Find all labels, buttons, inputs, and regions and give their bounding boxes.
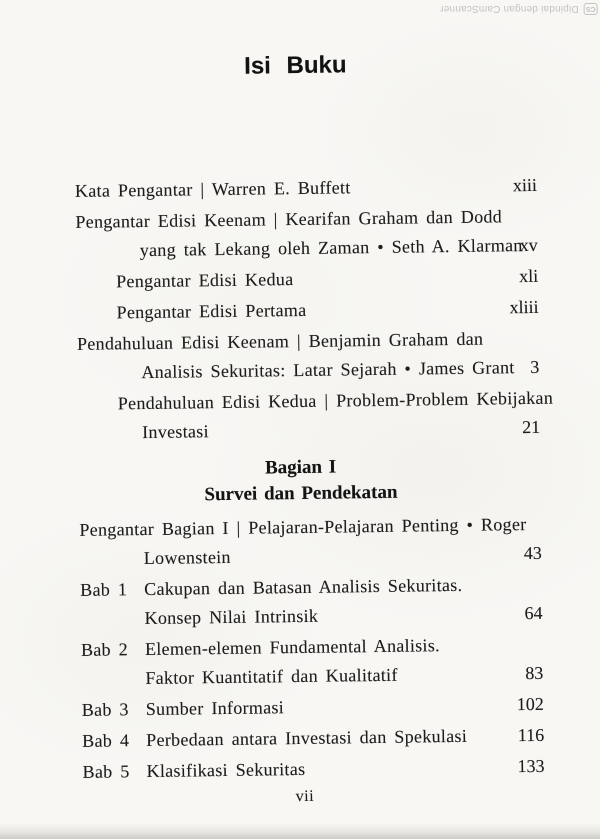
toc-entry-line <box>82 753 488 787</box>
toc-entry-line: Faktor Kuantitatif dan Kualitatif <box>145 664 398 689</box>
toc-entry-line: Pengantar Edisi Pertama <box>116 299 307 323</box>
camscanner-watermark <box>440 3 598 15</box>
toc-entry <box>75 202 538 266</box>
chapter-title: Klasifikasi Sekuritas <box>146 758 306 782</box>
camscanner-logo-icon: CS <box>584 3 598 15</box>
page-title: Isi Buku <box>243 51 347 80</box>
toc-entry-line: Pendahuluan Edisi Kedua | Problem-Problem Kebijakan <box>117 387 554 414</box>
toc-page-number: 116 <box>517 724 545 746</box>
toc-page-number: xv <box>519 234 538 256</box>
chapter-label: Bab 5 <box>82 761 130 782</box>
chapter-title: Elemen-elemen Fundamental Analisis. <box>144 635 441 660</box>
toc-page-number: 21 <box>521 416 541 438</box>
toc-page-number: 133 <box>517 755 545 777</box>
toc-entry <box>77 324 540 388</box>
toc-entry-line: Pengantar Edisi Kedua <box>116 269 294 292</box>
chapter-label: Bab 4 <box>82 730 130 751</box>
toc-page-number: 64 <box>524 602 543 624</box>
toc-page-number: 43 <box>523 542 542 564</box>
toc-entry <box>80 570 543 634</box>
scan-bottom-shadow <box>0 823 600 839</box>
toc-entry <box>79 510 542 574</box>
toc-entry-line <box>82 722 488 756</box>
chapter-title: Sumber Informasi <box>145 697 285 720</box>
toc-page-number: 102 <box>516 693 544 715</box>
camscanner-watermark-text: Dipindai dengan CamScanner <box>440 3 579 15</box>
part-label: Bagian I <box>264 456 337 479</box>
toc-entry-line <box>80 571 486 605</box>
toc-entry-line: Kata Pengantar | Warren E. Buffett <box>74 177 351 201</box>
toc-entry <box>82 752 544 787</box>
toc-entry-line <box>81 631 487 665</box>
chapter-title: Cakupan dan Batasan Analisis Sekuritas. <box>144 574 463 600</box>
toc-entry-line <box>82 691 488 725</box>
toc-entry-line: Analisis Sekuritas: Latar Sejarah • James Grant <box>141 357 515 383</box>
toc-entry-line: Pengantar Bagian I | Pelajaran-Pelajaran Penting • Roger <box>79 514 527 540</box>
toc-entry <box>76 262 538 297</box>
toc-page-number: 3 <box>530 356 540 377</box>
toc-page-number: xliii <box>509 296 539 318</box>
toc-page-number: xiii <box>512 174 538 196</box>
toc-entry-line: Pengantar Edisi Keenam | Kearifan Graham dan Dodd <box>75 206 503 232</box>
toc-entry <box>82 690 544 725</box>
toc-entry <box>82 721 544 756</box>
chapter-label: Bab 1 <box>80 579 128 600</box>
toc-entry-line: Pendahuluan Edisi Keenam | Benjamin Graham dan <box>76 328 484 354</box>
toc-page-number: xli <box>518 265 539 287</box>
chapter-label: Bab 2 <box>80 639 129 660</box>
toc-entry-line: Lowenstein <box>143 546 231 569</box>
toc-entry <box>75 171 537 206</box>
toc-entry <box>81 630 544 694</box>
chapter-title: Perbedaan antara Investasi dan Spekulasi <box>146 725 468 751</box>
part-one-toc <box>79 510 545 787</box>
toc-entry <box>76 293 538 328</box>
part-heading <box>0 451 600 511</box>
toc-entry-line: Konsep Nilai Intrinsik <box>144 605 319 629</box>
toc-page-number: 83 <box>525 662 544 684</box>
page-number-footer: vii <box>295 787 315 806</box>
part-title: Survei dan Pendekatan <box>204 481 398 506</box>
front-matter-toc <box>74 171 554 448</box>
toc-entry-line: Investasi <box>142 421 209 443</box>
toc-entry-line: yang tak Lekang oleh Zaman • Seth A. Klarman <box>139 235 523 261</box>
toc-entry <box>78 384 554 448</box>
chapter-label: Bab 3 <box>81 699 129 720</box>
